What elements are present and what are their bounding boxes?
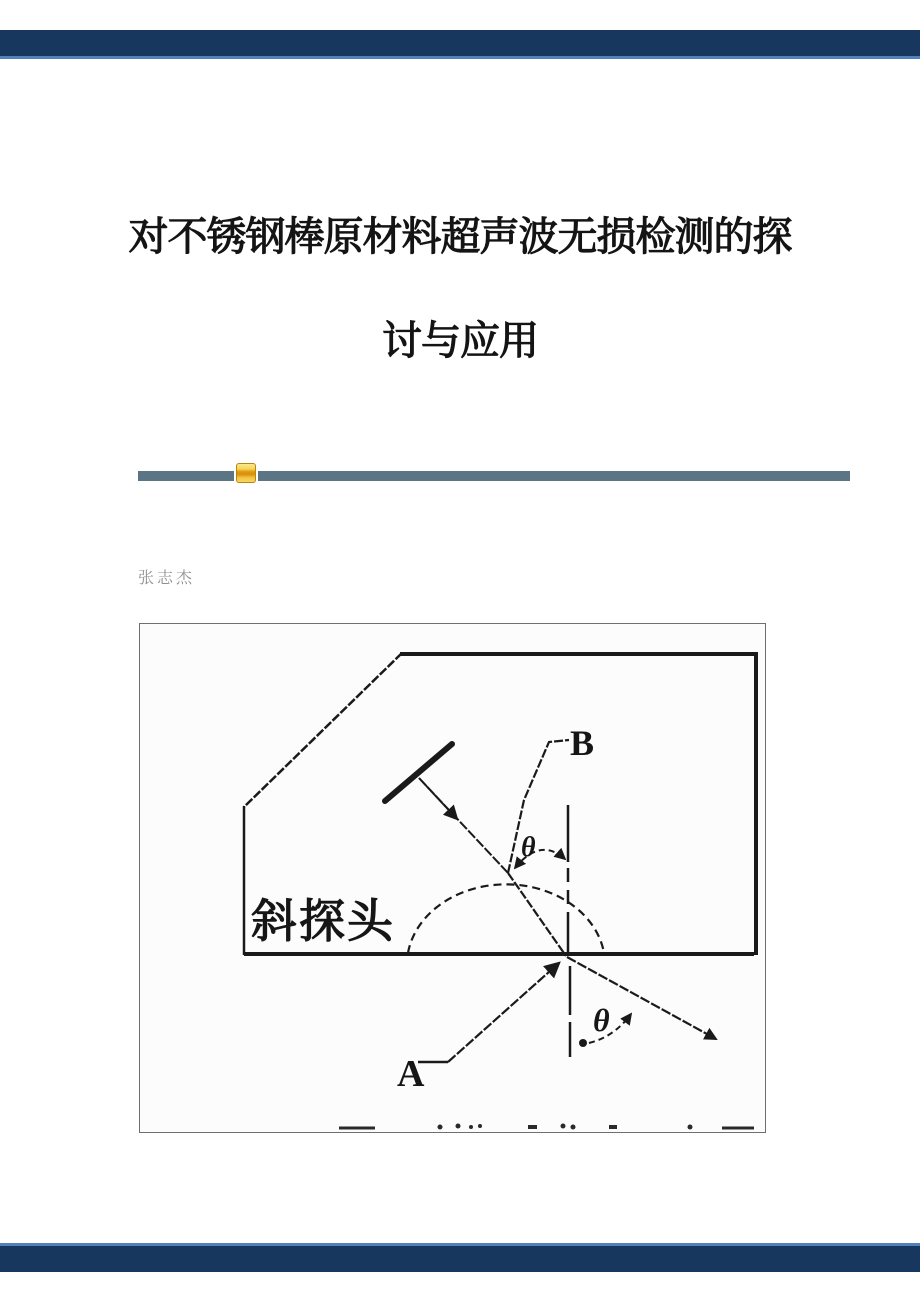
lower-angle-theta bbox=[579, 1002, 631, 1047]
transducer-crystal bbox=[385, 744, 452, 801]
upper-angle-theta bbox=[515, 832, 565, 868]
gold-ingot-icon bbox=[236, 463, 256, 483]
document-title-line2: 讨与应用 bbox=[382, 318, 538, 363]
divider-right-segment bbox=[258, 471, 850, 481]
diagram-canvas bbox=[140, 624, 765, 1132]
line-from-a bbox=[397, 963, 559, 1095]
label-b: B bbox=[570, 723, 595, 763]
document-title-line1: 对不锈钢棒原材料超声波无损检测的探 bbox=[128, 214, 792, 259]
divider-left-segment bbox=[138, 471, 234, 481]
bar-surface-arc bbox=[408, 884, 604, 953]
label-a: A bbox=[397, 1053, 425, 1095]
author-name: 张志杰 bbox=[138, 570, 196, 587]
probe-label: 斜探头 bbox=[251, 896, 395, 947]
transmitted-ray bbox=[567, 957, 716, 1039]
lower-theta-label: θ bbox=[593, 1002, 610, 1038]
bottom-navy-bar bbox=[0, 1246, 920, 1272]
top-navy-bar bbox=[0, 30, 920, 56]
cutoff-caption-fragments bbox=[339, 1124, 754, 1130]
refracted-ray bbox=[508, 873, 566, 956]
figure-angle-probe-diagram bbox=[139, 623, 766, 1133]
incident-ray bbox=[419, 778, 508, 873]
top-accent-line bbox=[0, 56, 920, 59]
upper-theta-label: θ bbox=[521, 832, 536, 863]
